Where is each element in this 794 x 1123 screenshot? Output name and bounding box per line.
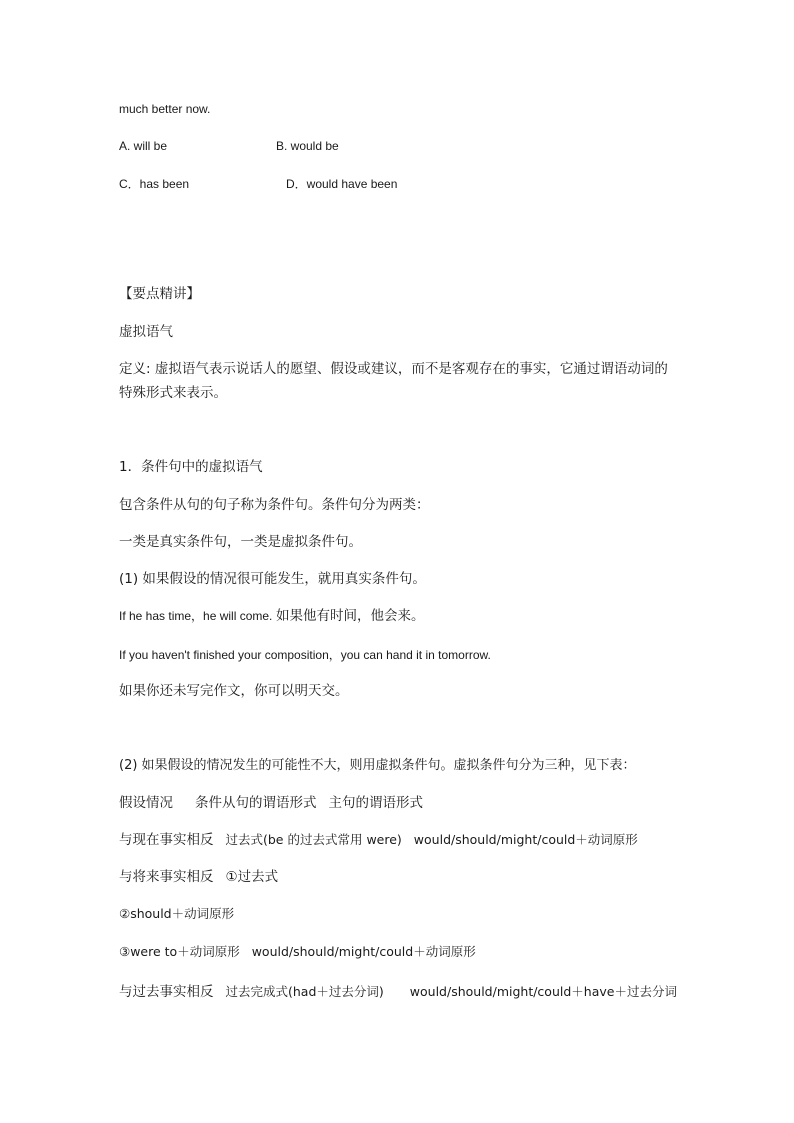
section-heading: 【要点精讲】 (119, 286, 200, 302)
table-row-future-cont (119, 943, 476, 961)
table-row-future-clause-a: ①过去式 (225, 869, 279, 885)
table-row-future-main: would/should/might/could＋动词原形 (251, 944, 476, 959)
section-topic: 虚拟语气 (119, 324, 173, 340)
table-row-present-main: would/should/might/could＋动词原形 (413, 832, 638, 847)
part1-intro-1: 包含条件从句的句子称为条件句。条件句分为两类： (119, 497, 430, 513)
example-2-en: If you haven't finished your composition，you can hand it in tomorrow. (119, 648, 491, 662)
table-header-situation: 假设情况 (119, 795, 173, 811)
table-row-past-situation: 与过去事实相反 (119, 984, 214, 1000)
example-1 (119, 607, 425, 625)
table-row-past (119, 980, 679, 1004)
part1-title: 1．条件句中的虚拟语气 (119, 459, 263, 475)
table-row-past-main: would/should/might/could＋have＋过去分词 (409, 984, 677, 999)
option-d: D．would have been (286, 177, 398, 191)
example-1-cn: 如果他有时间，他会来。 (276, 608, 425, 624)
table-header-main-form: 主句的谓语形式 (328, 795, 423, 811)
section-definition: 定义: 虚拟语气表示说话人的愿望、假设或建议，而不是客观存在的事实，它通过谓语动词的特殊形式来表示。 (119, 361, 668, 401)
option-b: B. would be (276, 139, 339, 153)
table-row-future-clause-b: ②should＋动词原形 (119, 906, 235, 921)
table-row-future (119, 868, 278, 886)
table-row-present-clause: 过去式(be 的过去式常用 were) (225, 832, 402, 847)
option-c: C．has been (119, 177, 190, 191)
part1-intro-2: 一类是真实条件句，一类是虚拟条件句。 (119, 534, 362, 550)
table-row-past-clause: 过去完成式(had＋过去分词) (225, 984, 384, 999)
part1-point-2: (2) 如果假设的情况发生的可能性不大，则用虚拟条件句。虚拟条件句分为三种，见下表： (119, 758, 636, 773)
table-row-present-situation: 与现在事实相反 (119, 832, 214, 848)
table-header-row (119, 794, 423, 812)
part1-point-1: (1) 如果假设的情况很可能发生，就用真实条件句。 (119, 571, 426, 587)
table-header-clause-form: 条件从句的谓语形式 (195, 795, 317, 811)
example-1-en: If he has time，he will come. (119, 609, 273, 623)
table-row-present (119, 831, 638, 849)
table-row-future-situation: 与将来事实相反 (119, 869, 214, 885)
example-2-cn: 如果你还未写完作文，你可以明天交。 (119, 683, 349, 699)
question-tail: much better now. (119, 102, 211, 116)
table-row-future-clause-c: ③were to＋动词原形 (119, 944, 240, 959)
option-a: A. will be (119, 139, 168, 153)
